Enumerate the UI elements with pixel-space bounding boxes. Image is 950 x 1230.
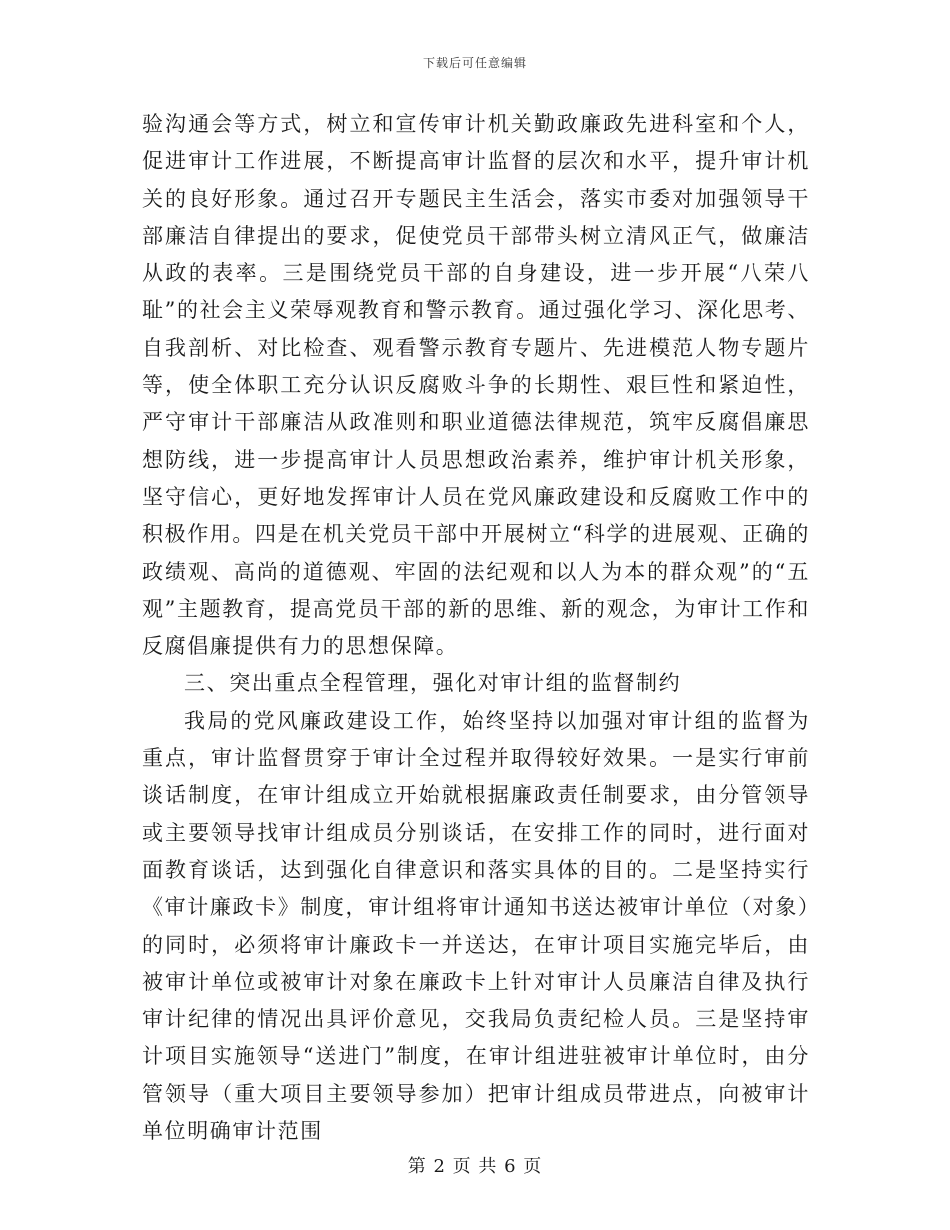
page-header: 下载后可任意编辑 <box>422 56 527 70</box>
document-body <box>142 106 810 1150</box>
paragraph: 我局的党风廉政建设工作，始终坚持以加强对审计组的监督为重点，审计监督贯穿于审计全过程并取得较好效果。一是实行审前谈话制度，在审计组成立开始就根据廉政责任制要求，由分管领导或主要领导找审计组成员分别谈话，在安排工作的同时，进行面对面教育谈话，达到强化自律意识和落实具体的目的。二是坚持实行《审计廉政卡》制度，审计组将审计通知书送达被审计单位（对象）的同时，必须将审计廉政卡一并送达，在审计项目实施完毕后，由被审计单位或被审计对象在廉政卡上针对审计人员廉洁自律及执行审计纪律的情况出具评价意见，交我局负责纪检人员。三是坚持审计项目实施领导“送进门”制度，在审计组进驻被审计单位时，由分管领导（重大项目主要领导参加）把审计组成员带进点，向被审计单位明确审计范围 <box>142 708 810 1144</box>
section-heading: 三、突出重点全程管理，强化对审计组的监督制约 <box>184 671 682 696</box>
paragraph-continued: 验沟通会等方式，树立和宣传审计机关勤政廉政先进科室和个人，促进审计工作进展，不断提高审计监督的层次和水平，提升审计机关的良好形象。通过召开专题民主生活会，落实市委对加强领导干部廉洁自律提出的要求，促使党员干部带头树立清风正气，做廉洁从政的表率。三是围绕党员干部的自身建设，进一步开展“八荣八耻”的社会主义荣辱观教育和警示教育。通过强化学习、深化思考、自我剖析、对比检查、观看警示教育专题片、先进模范人物专题片等，使全体职工充分认识反腐败斗争的长期性、艰巨性和紧迫性，严守审计干部廉洁从政准则和职业道德法律规范，筑牢反腐倡廉思想防线，进一步提高审计人员思想政治素养，维护审计机关形象，坚守信心，更好地发挥审计人员在党风廉政建设和反腐败工作中的积极作用。四是在机关党员干部中开展树立“科学的进展观、正确的政绩观、高尚的道德观、牢固的法纪观和以人为本的群众观”的“五观”主题教育，提高党员干部的新的思维、新的观念，为审计工作和反腐倡廉提供有力的思想保障。 <box>142 112 810 659</box>
page-number: 第 2 页 共 6 页 <box>407 1156 543 1177</box>
